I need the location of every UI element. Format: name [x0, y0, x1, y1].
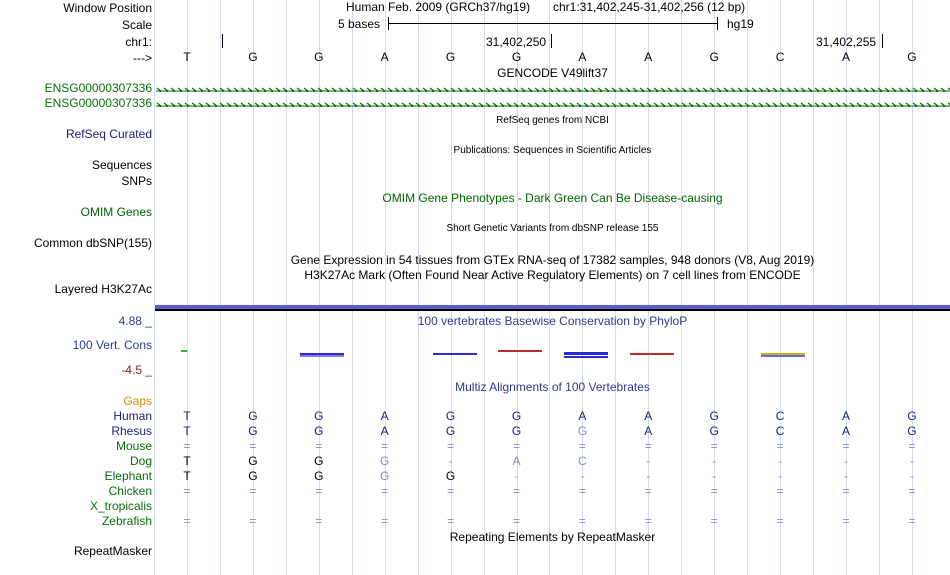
common-dbsnp-track-label[interactable]: Common dbSNP(155)	[33, 236, 152, 250]
alignment-base: =	[512, 484, 520, 498]
phylop-track-title: 100 vertebrates Basewise Conservation by PhyloP	[417, 314, 688, 328]
alignment-base: =	[908, 514, 916, 528]
alignment-base: =	[710, 439, 718, 453]
alignment-base: =	[842, 484, 850, 498]
alignment-base: -	[514, 469, 519, 483]
alignment-base: =	[710, 514, 718, 528]
alignment-base: =	[381, 439, 389, 453]
alignment-base: -	[844, 454, 848, 468]
alignment-base: =	[842, 439, 850, 453]
refseq-track-label[interactable]: RefSeq Curated	[65, 127, 152, 141]
reference-base: A	[644, 50, 653, 64]
alignment-base: -	[646, 454, 651, 468]
alignment-base: =	[315, 514, 323, 528]
alignment-base: A	[578, 409, 587, 423]
alignment-base: -	[778, 454, 783, 468]
alignment-base: -	[646, 469, 651, 483]
gaps-label: Gaps	[123, 394, 152, 408]
alignment-base: T	[183, 469, 191, 483]
gtex-track-title: Gene Expression in 54 tissues from GTEx RNA-seq of 17382 samples, 948 donors (V8, Aug 2019)	[290, 253, 815, 267]
alignment-base: -	[448, 454, 453, 468]
alignment-base: G	[248, 454, 258, 468]
gencode-gene-label-2[interactable]: ENSG00000307336	[44, 96, 152, 110]
layered-h3k27ac-track-label[interactable]: Layered H3K27Ac	[54, 282, 152, 296]
sequences-track-label[interactable]: Sequences	[91, 158, 152, 172]
repeatmasker-track-label[interactable]: RepeatMasker	[73, 544, 152, 558]
h3k27ac-track-title: H3K27Ac Mark (Often Found Near Active Regulatory Elements) on 7 cell lines from ENCODE	[304, 268, 801, 282]
alignment-base: G	[511, 409, 522, 423]
alignment-base: =	[776, 484, 784, 498]
alignment-base: A	[841, 409, 850, 423]
alignment-base: =	[644, 439, 652, 453]
reference-base: G	[907, 50, 917, 64]
alignment-base: G	[248, 469, 258, 483]
alignment-base: =	[908, 484, 916, 498]
alignment-base: =	[315, 439, 323, 453]
alignment-base: -	[712, 454, 717, 468]
window-position-label: Window Position	[63, 1, 152, 15]
alignment-base: G	[907, 424, 917, 438]
alignment-base: =	[710, 484, 718, 498]
alignment-base: G	[577, 424, 588, 438]
alignment-base: =	[447, 439, 455, 453]
ruler-coordinate-2: 31,402,255	[816, 35, 877, 49]
ruler-tick-start	[222, 34, 223, 48]
alignment-base: G	[445, 409, 456, 423]
alignment-base: G	[314, 409, 324, 423]
assembly-title: Human Feb. 2009 (GRCh37/hg19)	[346, 0, 531, 14]
reference-base: A	[841, 50, 850, 64]
alignment-base: =	[908, 439, 916, 453]
alignment-base: T	[183, 454, 191, 468]
reference-base: A	[380, 50, 389, 64]
reference-base: G	[445, 50, 456, 64]
alignment-base: -	[909, 454, 914, 468]
species-label[interactable]: Zebrafish	[101, 514, 152, 528]
alignment-base: T	[183, 409, 191, 423]
alignment-base: -	[778, 469, 783, 483]
omim-track-title: OMIM Gene Phenotypes - Dark Green Can Be Disease-causing	[382, 191, 723, 205]
alignment-base: G	[907, 409, 917, 423]
species-label[interactable]: Dog	[129, 454, 152, 468]
alignment-base: G	[248, 424, 258, 438]
alignment-base: =	[183, 439, 191, 453]
alignment-base: =	[447, 514, 455, 528]
gridline	[154, 0, 155, 575]
alignment-base: A	[644, 409, 653, 423]
alignment-base: G	[709, 409, 719, 423]
alignment-base: =	[776, 514, 784, 528]
alignment-base: =	[249, 439, 257, 453]
alignment-base: =	[578, 484, 586, 498]
snps-track-label[interactable]: SNPs	[121, 174, 152, 188]
species-label[interactable]: Elephant	[104, 469, 152, 483]
alignment-base: G	[709, 424, 719, 438]
reference-base: G	[314, 50, 324, 64]
strand-label: --->	[133, 51, 152, 65]
ruler-coordinate-1: 31,402,250	[486, 35, 547, 49]
scale-bar	[388, 23, 718, 24]
multiz-track-title: Multiz Alignments of 100 Vertebrates	[455, 380, 650, 394]
alignment-base: =	[381, 484, 389, 498]
chromosome-label: chr1:	[125, 35, 152, 49]
gencode-gene-feature-1[interactable]	[156, 84, 950, 92]
alignment-base: G	[248, 409, 258, 423]
alignment-base: =	[842, 514, 850, 528]
alignment-base: A	[512, 454, 521, 468]
conservation-max-value: 4.88 _	[118, 314, 152, 328]
gencode-gene-feature-2[interactable]	[156, 99, 950, 107]
scale-bar-right-tick	[717, 17, 718, 30]
reference-base: G	[709, 50, 719, 64]
alignment-base: =	[381, 514, 389, 528]
reference-base: A	[578, 50, 587, 64]
alignment-base: G	[445, 424, 456, 438]
species-label[interactable]: X_tropicalis	[89, 499, 152, 513]
alignment-base: =	[578, 439, 586, 453]
gencode-track-title: GENCODE V49lift37	[497, 66, 608, 80]
alignment-base: =	[249, 484, 257, 498]
alignment-base: =	[512, 514, 520, 528]
alignment-base: =	[447, 484, 455, 498]
species-label[interactable]: Chicken	[108, 484, 152, 498]
track-group-separator-line	[155, 309, 950, 311]
alignment-base: G	[380, 469, 390, 483]
scale-bar-label: 5 bases	[338, 17, 381, 31]
alignment-base: =	[644, 514, 652, 528]
alignment-base: A	[644, 424, 653, 438]
alignment-base: -	[844, 469, 848, 483]
gencode-gene-label-1[interactable]: ENSG00000307336	[44, 81, 152, 95]
alignment-base: C	[578, 454, 587, 468]
scale-label: Scale	[121, 18, 152, 32]
alignment-base: -	[580, 469, 585, 483]
alignment-base: G	[314, 454, 324, 468]
conservation-min-value: -4.5 _	[121, 363, 152, 377]
alignment-base: C	[775, 424, 785, 438]
reference-base: G	[248, 50, 258, 64]
alignment-base: G	[511, 424, 522, 438]
alignment-base: T	[183, 424, 191, 438]
species-label[interactable]: Human	[113, 409, 152, 423]
species-label[interactable]: Mouse	[115, 439, 152, 453]
reference-base: T	[183, 50, 191, 64]
alignment-base: =	[183, 514, 191, 528]
rmsk-track-title: Repeating Elements by RepeatMasker	[449, 530, 656, 544]
alignment-base: =	[183, 484, 191, 498]
phylop-conservation-plot[interactable]	[155, 344, 950, 364]
alignment-base: =	[578, 514, 586, 528]
alignment-base: A	[380, 409, 389, 423]
alignment-base: =	[249, 514, 257, 528]
alignment-base: C	[775, 409, 785, 423]
alignment-base: G	[314, 424, 324, 438]
ruler-tick-1	[551, 34, 552, 48]
alignment-base: -	[712, 469, 717, 483]
alignment-base: G	[314, 469, 324, 483]
species-label[interactable]: Rhesus	[111, 424, 152, 438]
alignment-base: =	[315, 484, 323, 498]
reference-base: C	[775, 50, 785, 64]
scale-bar-left-tick	[388, 17, 389, 30]
ruler-tick-2	[882, 34, 883, 48]
alignment-base: =	[776, 439, 784, 453]
alignment-base: A	[380, 424, 389, 438]
scale-db-label: hg19	[727, 17, 754, 31]
alignment-base: G	[380, 454, 390, 468]
snp-track-title: Short Genetic Variants from dbSNP release 155	[446, 223, 659, 234]
refseq-track-title: RefSeq genes from NCBI	[496, 115, 609, 126]
reference-base: G	[511, 50, 522, 64]
omim-genes-track-label[interactable]: OMIM Genes	[80, 205, 152, 219]
alignment-base: =	[512, 439, 520, 453]
window-position-value: chr1:31,402,245-31,402,256 (12 bp)	[553, 0, 746, 14]
conservation-track-label[interactable]: 100 Vert. Cons	[72, 338, 152, 352]
alignment-base: =	[644, 484, 652, 498]
alignment-base: -	[909, 469, 914, 483]
alignment-base: A	[841, 424, 850, 438]
alignment-base: G	[445, 469, 456, 483]
publications-track-title: Publications: Sequences in Scientific Articles	[453, 145, 652, 156]
